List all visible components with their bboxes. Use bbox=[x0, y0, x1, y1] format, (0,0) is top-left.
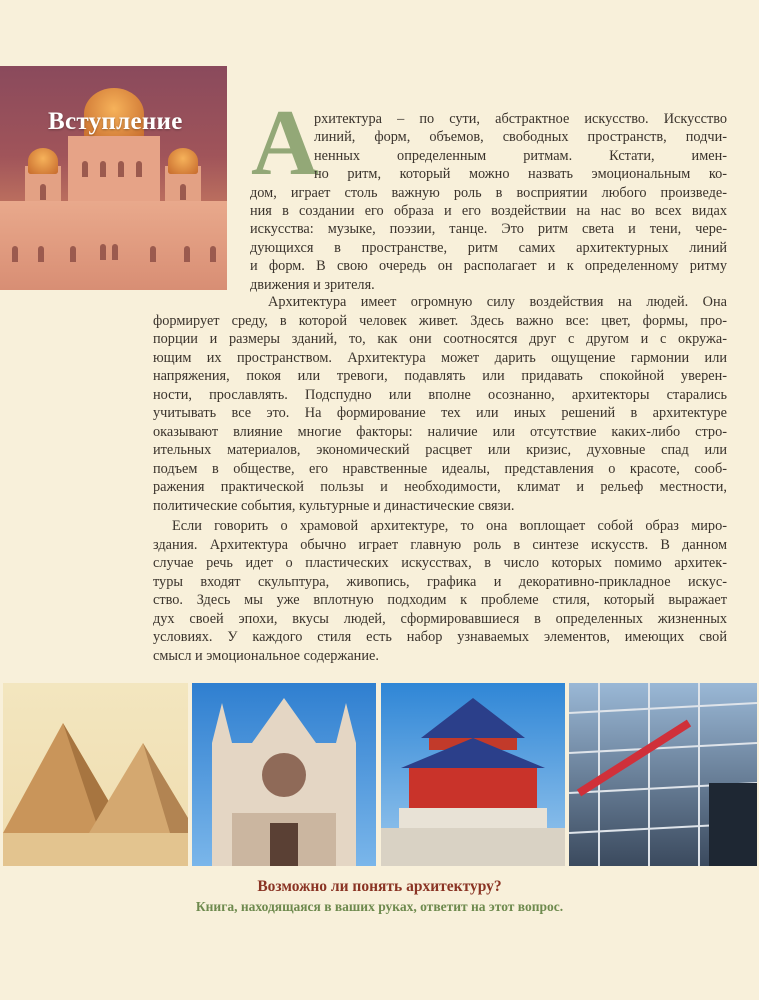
closing-answer: Книга, находящаяся в ваших руках, ответит на этот вопрос. bbox=[195, 899, 564, 914]
text-line: ительных материалов, экономический расцвет или кризис, духовные спад или bbox=[153, 442, 727, 458]
section-title: Вступление bbox=[48, 108, 183, 135]
text-line: дух своей эпохи, вкусы людей, сформировавшиеся в определенных жизненных bbox=[153, 610, 727, 627]
text-line: ния в создании его образа и его воздействии на нас во всех видах bbox=[250, 203, 727, 219]
text-line: случае речь идет о пластических искусствах, в число которых помимо архитек- bbox=[153, 555, 727, 571]
text-line: рхитектура – по сути, абстрактное искусство. Искусство bbox=[314, 111, 727, 127]
text-line: формирует среду, в которой человек живет. Здесь важно все: цвет, формы, про- bbox=[153, 312, 727, 329]
text-line: дующихся в пространстве, ритм самих архитектурных линий bbox=[250, 239, 727, 256]
text-line: туры входят скульптура, живопись, графика и декоративно-прикладное искус- bbox=[153, 573, 727, 590]
text-line: оказывают влияние многие факторы: наличие или отсутствие каких-либо стро- bbox=[153, 423, 727, 440]
text-line: здания. Архитектура обычно играет главную роль в синтезе искусств. В данном bbox=[153, 536, 727, 553]
text-line: ненных определенным ритмам. Кстати, имен- bbox=[314, 147, 727, 164]
photo-pompidou-centre bbox=[569, 683, 757, 866]
text-line: ражения практической пользы и необходимости, климат и рельеф местности, bbox=[153, 479, 727, 495]
text-line: ство. Здесь мы уже вплотную подходим к проблеме стиля, который выражает bbox=[153, 592, 727, 608]
text-line: искусства: музыке, поэзии, танце. Это ритм света и тени, чере- bbox=[250, 221, 727, 238]
text-line: учитывать все это. На формирование тех или иных решений в архитектуре bbox=[153, 405, 727, 421]
text-line: подъем в обществе, его нравственные идеалы, представления о красоте, сооб- bbox=[153, 460, 727, 477]
text-line: но ритм, который можно назвать эмоциональным ко- bbox=[314, 166, 727, 183]
text-line: Архитектура имеет огромную силу воздействия на людей. Она bbox=[268, 294, 727, 310]
text-line: условиях. У каждого стиля есть набор узнаваемых элементов, имеющих свой bbox=[153, 629, 727, 645]
text-line: линий, форм, объемов, свободных пространств, подчи- bbox=[314, 129, 727, 146]
drop-cap: А bbox=[251, 91, 319, 195]
photo-gothic-cathedral bbox=[192, 683, 376, 866]
cathedral-header-image bbox=[0, 66, 227, 290]
photo-pyramids bbox=[3, 683, 188, 866]
text-line: движения и зрителя. bbox=[250, 276, 375, 293]
text-line: ности, прославлять. Подспудно или вполне осознанно, архитекторы старались bbox=[153, 386, 727, 403]
closing-question: Возможно ли понять архитектуру? bbox=[257, 878, 502, 895]
text-line: политические события, культурные и династические связи. bbox=[153, 497, 515, 514]
text-line: Если говорить о храмовой архитектуре, то она воплощает собой образ миро- bbox=[172, 518, 727, 534]
text-line: и форм. В свою очередь он располагает и к определенному ритму bbox=[250, 258, 727, 275]
text-line: ющим их пространством. Архитектура может дарить ощущение гармонии или bbox=[153, 349, 727, 366]
photo-temple-of-heaven bbox=[381, 683, 565, 866]
text-line: дом, играет столь важную роль в восприятии любого произведе- bbox=[250, 184, 727, 201]
text-line: порции и размеры зданий, то, как они соотносятся друг с другом и с окружа- bbox=[153, 331, 727, 347]
text-line: напряжения, покоя или тревоги, подавлять или придавать спокойной уверен- bbox=[153, 368, 727, 384]
text-line: смысл и эмоциональное содержание. bbox=[153, 647, 379, 664]
